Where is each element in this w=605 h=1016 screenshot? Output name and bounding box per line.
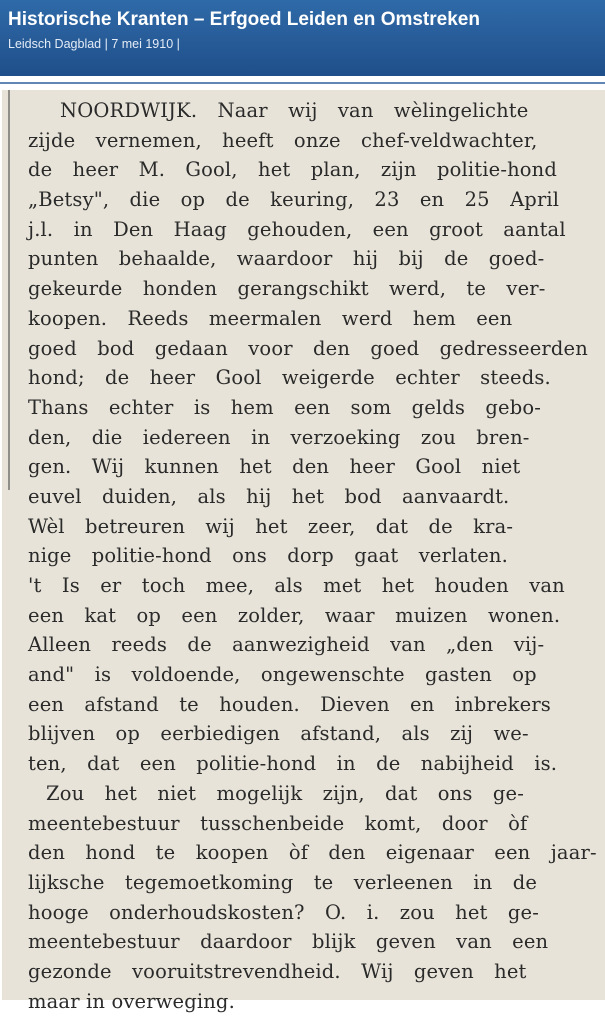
article-line: Wèl betreuren wij het zeer, dat de kra- <box>28 514 514 538</box>
article-line: and" is voldoende, ongewenschte gasten op <box>28 663 537 687</box>
article-line: Zou het niet mogelijk zijn, dat ons ge- <box>46 781 524 805</box>
article-line: een kat op een zolder, waar muizen wonen. <box>28 603 561 627</box>
article-line: de heer M. Gool, het plan, zijn politie-hond <box>28 158 558 182</box>
article-source-date: Leidsch Dagblad | 7 mei 1910 | <box>8 37 180 51</box>
article-line: j.l. in Den Haag gehouden, een groot aantal <box>28 217 566 241</box>
newspaper-clipping <box>2 90 605 1013</box>
article-line: zijde vernemen, heeft onze chef-veldwachter, <box>28 128 538 152</box>
article-line: nige politie-hond ons dorp gaat verlaten. <box>28 544 508 568</box>
article-line: hond; de heer Gool weigerde echter steeds. <box>28 366 551 390</box>
header-divider <box>0 82 605 84</box>
article-line: ten, dat een politie-hond in de nabijheid is. <box>28 752 558 776</box>
article-line: goed bod gedaan voor den goed gedresseerden <box>28 336 588 360</box>
article-line: gen. Wij kunnen het den heer Gool niet <box>28 455 521 479</box>
article-line: maar in overweging. <box>28 989 235 1013</box>
column-rule <box>8 90 10 490</box>
article-line: hooge onderhoudskosten? O. i. zou het ge- <box>28 900 539 924</box>
article-line: den hond te koopen òf den eigenaar een jaar- <box>28 841 597 865</box>
article-line: een afstand te houden. Dieven en inbrekers <box>28 692 551 716</box>
article-line: lijksche tegemoetkoming te verleenen in de <box>28 870 538 894</box>
article-line: blijven op eerbiedigen afstand, als zij we- <box>28 722 529 746</box>
article-line: NOORDWIJK. Naar wij van wèlingelichte <box>60 99 529 122</box>
article-text <box>28 96 598 1016</box>
article-line: „Betsy", die op de keuring, 23 en 25 April <box>28 188 560 212</box>
article-line: den, die iedereen in verzoeking zou bren- <box>28 425 530 449</box>
article-line: koopen. Reeds meermalen werd hem een <box>28 306 513 330</box>
article-line: euvel duiden, als hij het bod aanvaardt. <box>28 484 510 508</box>
article-line: gekeurde honden gerangschikt werd, te ver- <box>28 277 546 301</box>
article-line: Alleen reeds de aanwezigheid van „den vij- <box>28 633 545 657</box>
article-line: gezonde vooruitstrevendheid. Wij geven het <box>28 959 527 983</box>
article-line: punten behaalde, waardoor hij bij de goed- <box>28 247 545 271</box>
article-line: 't Is er toch mee, als met het houden van <box>28 574 565 597</box>
site-header <box>0 0 605 76</box>
article-line: meentebestuur daardoor blijk geven van een <box>28 930 549 954</box>
article-line: Thans echter is hem een som gelds gebo- <box>28 395 542 419</box>
site-title[interactable]: Historische Kranten – Erfgoed Leiden en Omstreken <box>8 9 480 30</box>
article-line: meentebestuur tusschenbeide komt, door òf <box>28 811 528 835</box>
